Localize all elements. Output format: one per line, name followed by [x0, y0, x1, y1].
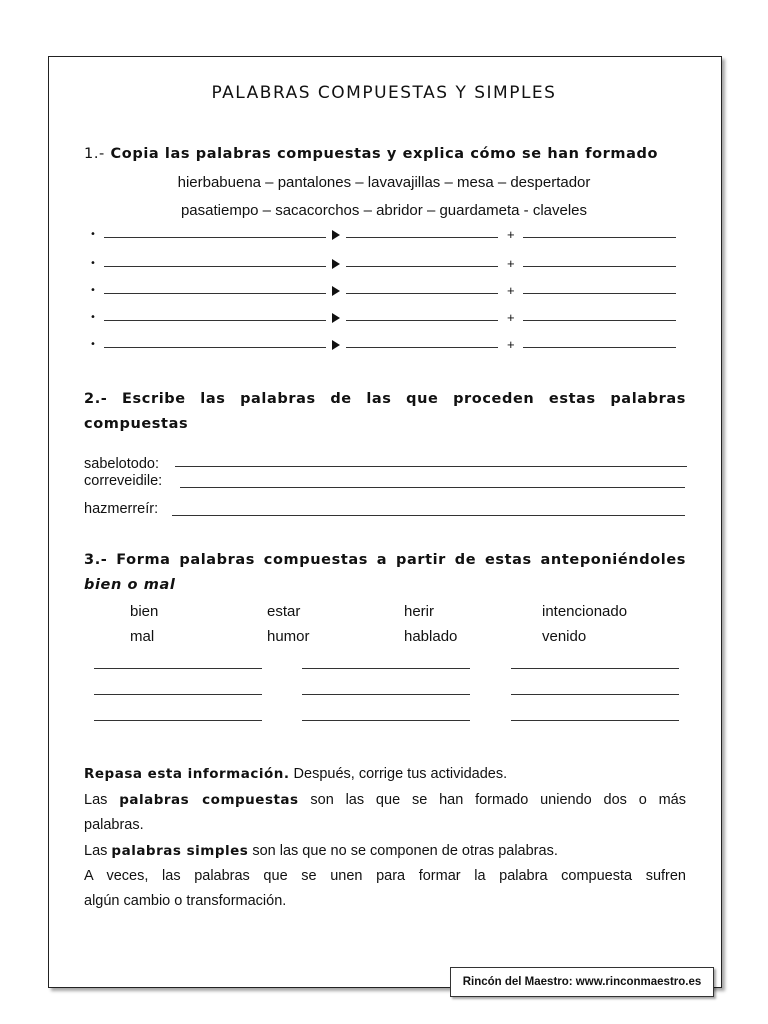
q1-word-list-2: pasatiempo – sacacorchos – abridor – guardameta - claveles — [180, 202, 588, 219]
info-text: Las — [84, 843, 112, 859]
q3-word: bien — [130, 603, 159, 620]
q1-word-line[interactable] — [104, 293, 326, 294]
q3-answer-line[interactable] — [302, 720, 470, 721]
q3-answer-line[interactable] — [511, 720, 679, 721]
info-term-compuestas: palabras compuestas — [119, 792, 299, 808]
bullet-icon: • — [90, 285, 96, 296]
info-line-1 — [84, 762, 686, 787]
plus-sign: + — [507, 227, 515, 242]
q1-number: 1.- — [84, 146, 105, 162]
q2-answer-line[interactable] — [175, 466, 687, 467]
q1-word-line[interactable] — [104, 347, 326, 348]
footer-credit: Rincón del Maestro: www.rinconmaestro.es — [450, 967, 714, 997]
q1-part-line[interactable] — [346, 320, 498, 321]
q1-part-line[interactable] — [346, 347, 498, 348]
info-line-3: palabras. — [84, 817, 144, 833]
info-review-text: Después, corrige tus actividades. — [289, 766, 508, 782]
q3-answer-line[interactable] — [94, 694, 262, 695]
plus-sign: + — [507, 256, 515, 271]
q2-item-hazmerreir: hazmerreír: — [84, 501, 159, 517]
q3-word: venido — [542, 628, 587, 645]
info-text: son las que no se componen de otras palabras. — [248, 843, 558, 859]
bullet-icon: • — [90, 312, 96, 323]
q3-answer-line[interactable] — [511, 668, 679, 669]
q1-part-line[interactable] — [523, 320, 676, 321]
arrow-right-icon — [332, 340, 340, 350]
q1-word-line[interactable] — [104, 320, 326, 321]
bullet-icon: • — [90, 258, 96, 269]
q3-answer-line[interactable] — [511, 694, 679, 695]
info-text: son las que se han formado uniendo dos o más — [298, 792, 686, 808]
bullet-icon: • — [90, 339, 96, 350]
q2-heading-line2: compuestas — [84, 416, 189, 432]
q3-word: intencionado — [542, 603, 628, 620]
q1-word-line[interactable] — [104, 266, 326, 267]
q1-part-line[interactable] — [346, 293, 498, 294]
q3-answer-line[interactable] — [302, 694, 470, 695]
q1-instruction: Copia las palabras compuestas y explica cómo se han formado — [110, 146, 659, 162]
info-term-simples: palabras simples — [111, 843, 249, 859]
info-line-2 — [84, 788, 686, 813]
arrow-right-icon — [332, 286, 340, 296]
q3-word: hablado — [404, 628, 458, 645]
q1-part-line[interactable] — [523, 293, 676, 294]
q2-item-correveidile: correveidile: — [84, 473, 163, 489]
arrow-right-icon — [332, 313, 340, 323]
bullet-icon: • — [90, 229, 96, 240]
plus-sign: + — [507, 337, 515, 352]
q1-word-line[interactable] — [104, 237, 326, 238]
q2-item-sabelotodo: sabelotodo: — [84, 456, 159, 472]
q3-word: mal — [130, 628, 155, 645]
q2-answer-line[interactable] — [172, 515, 685, 516]
q1-part-line[interactable] — [523, 266, 676, 267]
q1-part-line[interactable] — [346, 237, 498, 238]
info-line-4 — [84, 839, 686, 864]
q3-word: estar — [267, 603, 301, 620]
info-line-5: A veces, las palabras que se unen para formar la palabra compuesta sufren — [84, 868, 686, 884]
q1-part-line[interactable] — [523, 347, 676, 348]
q3-answer-line[interactable] — [302, 668, 470, 669]
info-review-label: Repasa esta información. — [84, 766, 290, 782]
q3-word: humor — [267, 628, 310, 645]
page-title: PALABRAS COMPUESTAS Y SIMPLES — [211, 83, 557, 103]
plus-sign: + — [507, 310, 515, 325]
q3-word: herir — [404, 603, 435, 620]
q1-part-line[interactable] — [523, 237, 676, 238]
q3-heading-line2: bien o mal — [84, 577, 176, 593]
info-line-6: algún cambio o transformación. — [84, 893, 287, 909]
q1-heading — [84, 146, 658, 162]
q3-heading-line1: 3.- Forma palabras compuestas a partir de estas anteponiéndoles — [84, 552, 686, 568]
plus-sign: + — [507, 283, 515, 298]
info-text: Las — [84, 792, 120, 808]
q1-word-list-1: hierbabuena – pantalones – lavavajillas – mesa – despertador — [177, 174, 591, 191]
arrow-right-icon — [332, 230, 340, 240]
q2-heading-line1: 2.- Escribe las palabras de las que proceden estas palabras — [84, 391, 686, 407]
q1-part-line[interactable] — [346, 266, 498, 267]
q3-answer-line[interactable] — [94, 668, 262, 669]
q2-answer-line[interactable] — [180, 487, 685, 488]
q3-answer-line[interactable] — [94, 720, 262, 721]
arrow-right-icon — [332, 259, 340, 269]
